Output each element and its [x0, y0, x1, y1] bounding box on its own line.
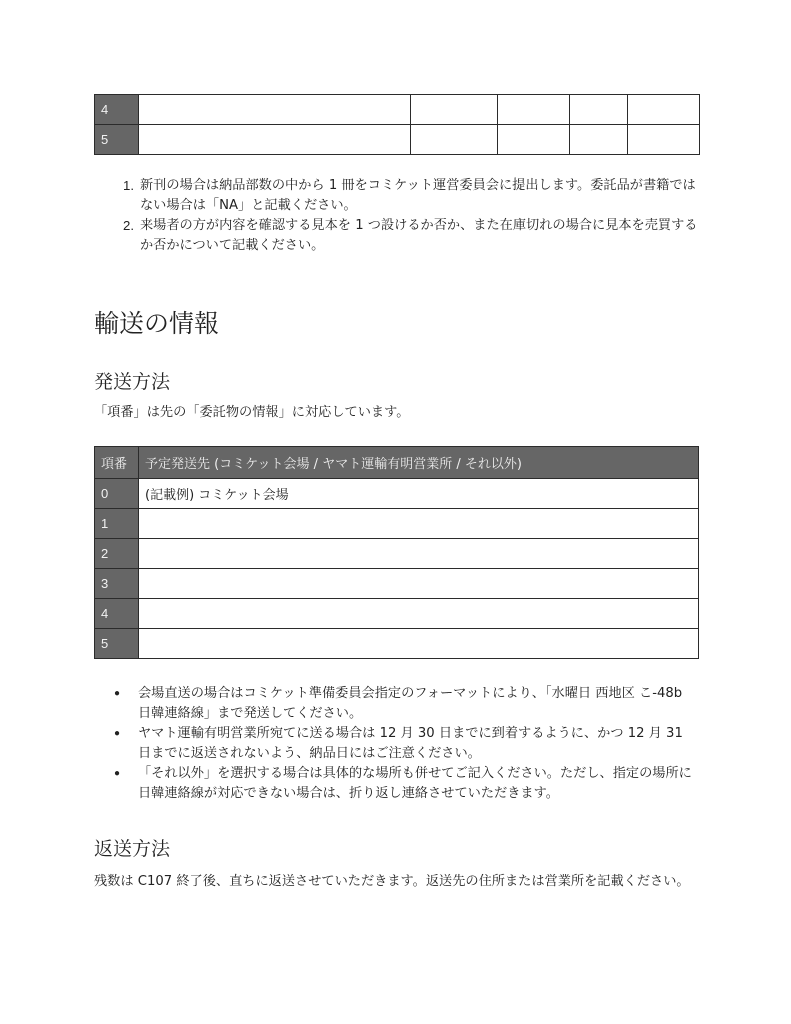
row-index: 4	[95, 599, 139, 629]
row-index: 3	[95, 569, 139, 599]
bullet-icon: ●	[114, 728, 121, 739]
table-cell[interactable]	[570, 95, 628, 125]
table-row	[95, 479, 699, 509]
table-header-row	[95, 447, 699, 479]
list-item-text: 来場者の方が内容を確認する見本を 1 つ設けるか否か、また在庫切れの場合に見本を売買するか否かについて記載ください。	[140, 218, 698, 253]
list-item-text: 「それ以外」を選択する場合は具体的な場所も併せてご記入ください。ただし、指定の場所に日韓連絡線が対応できない場合は、折り返し連絡させていただきます。	[138, 766, 692, 801]
list-item-text: 新刊の場合は納品部数の中から 1 冊をコミケット運営委員会に提出します。委託品が書籍ではない場合は「NA」と記載ください。	[140, 178, 696, 213]
header-index: 項番	[95, 447, 139, 479]
send-method-heading: 発送方法	[94, 371, 171, 393]
list-item	[112, 684, 698, 724]
return-method-heading: 返送方法	[94, 838, 171, 860]
table-cell[interactable]	[411, 125, 498, 155]
table-row	[95, 599, 699, 629]
bullet-icon: ●	[114, 688, 121, 699]
row-index: 2	[95, 539, 139, 569]
header-destination: 予定発送先 (コミケット会場 / ヤマト運輸有明営業所 / それ以外)	[139, 447, 699, 479]
destination-cell[interactable]	[139, 509, 699, 539]
shipping-table	[94, 446, 699, 659]
shipping-notes	[112, 684, 698, 804]
table-cell[interactable]	[570, 125, 628, 155]
table-cell[interactable]	[498, 95, 570, 125]
list-marker: 2.	[123, 218, 134, 233]
table-cell[interactable]	[139, 95, 411, 125]
row-index: 5	[95, 629, 139, 659]
destination-cell[interactable]: (記載例) コミケット会場	[139, 479, 699, 509]
list-item-text: ヤマト運輸有明営業所宛てに送る場合は 12 月 30 日までに到着するように、かつ 12 月 31 日までに返送されないよう、納品日にはご注意ください。	[138, 726, 683, 761]
row-index: 4	[95, 95, 139, 125]
table-row	[95, 539, 699, 569]
return-method-text: 残数は C107 終了後、直ちに返送させていただきます。返送先の住所または営業所を記載ください。	[94, 874, 690, 889]
row-index: 1	[95, 509, 139, 539]
destination-cell[interactable]	[139, 539, 699, 569]
bullet-icon: ●	[114, 768, 121, 779]
table-row	[95, 95, 700, 125]
send-method-intro: 「項番」は先の「委託物の情報」に対応しています。	[94, 405, 410, 420]
table-row	[95, 509, 699, 539]
table-cell[interactable]	[628, 125, 700, 155]
list-item-text: 会場直送の場合はコミケット準備委員会指定のフォーマットにより、「水曜日 西地区 こ-48b 日韓連絡線」まで発送してください。	[138, 686, 683, 721]
table-row	[95, 125, 700, 155]
table-cell[interactable]	[139, 125, 411, 155]
table-row	[95, 569, 699, 599]
list-marker: 1.	[123, 178, 134, 193]
row-index: 5	[95, 125, 139, 155]
list-item	[112, 724, 698, 764]
table-row	[95, 629, 699, 659]
table-cell[interactable]	[628, 95, 700, 125]
consignment-notes	[114, 176, 698, 256]
row-index: 0	[95, 479, 139, 509]
list-item	[114, 176, 698, 216]
list-item	[112, 764, 698, 804]
destination-cell[interactable]	[139, 569, 699, 599]
destination-cell[interactable]	[139, 599, 699, 629]
section-title: 輸送の情報	[94, 309, 220, 338]
consignment-table	[94, 94, 700, 155]
table-cell[interactable]	[411, 95, 498, 125]
table-cell[interactable]	[498, 125, 570, 155]
list-item	[114, 216, 698, 256]
destination-cell[interactable]	[139, 629, 699, 659]
